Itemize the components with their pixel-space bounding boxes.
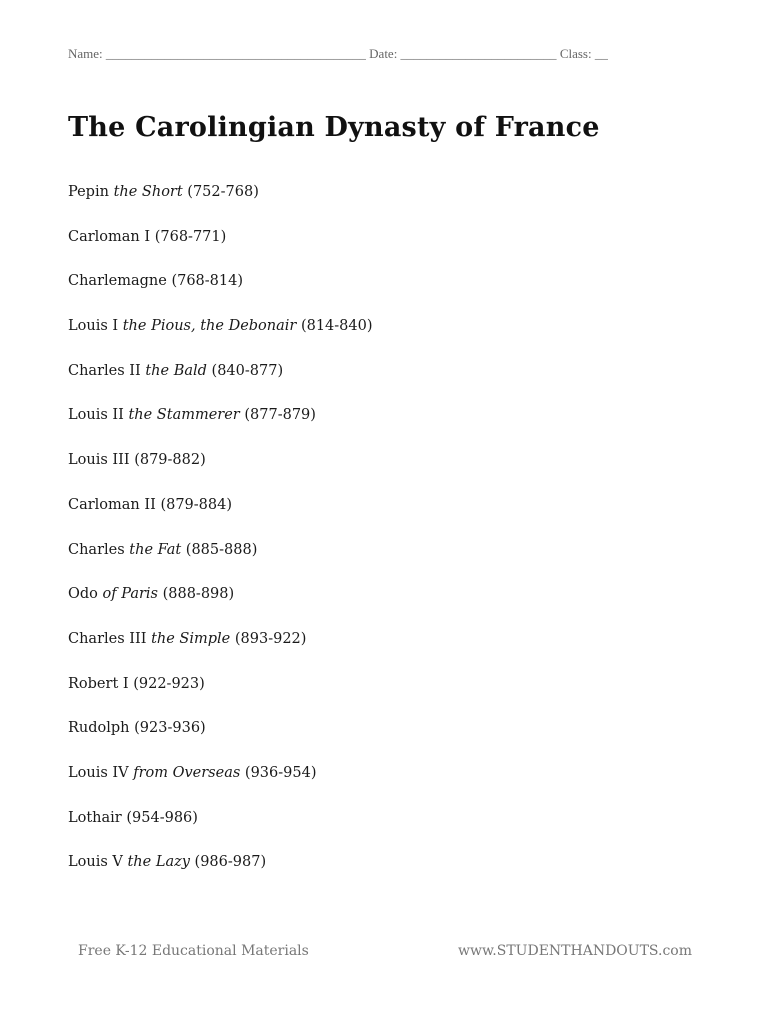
ruler-name: Louis IV [68, 764, 129, 781]
ruler-name: Charles II [68, 362, 141, 379]
ruler-reign-years: (768-814) [171, 273, 244, 290]
ruler-reign-years: (923-936) [134, 720, 206, 737]
ruler-item [68, 495, 373, 540]
ruler-list [68, 182, 373, 897]
ruler-item [68, 584, 373, 629]
ruler-epithet: of Paris [102, 586, 158, 603]
ruler-item [68, 763, 373, 808]
name-field-label: Name: ________________________________________ [68, 46, 366, 61]
ruler-name: Odo [68, 586, 98, 603]
ruler-epithet: from Overseas [133, 764, 241, 781]
footer-website: www.STUDENTHANDOUTS.com [458, 943, 692, 959]
ruler-name: Louis II [68, 407, 124, 424]
ruler-reign-years: (752-768) [187, 184, 259, 200]
ruler-item [68, 271, 373, 316]
ruler-reign-years: (954-986) [126, 809, 198, 826]
ruler-reign-years: (840-877) [211, 362, 284, 379]
ruler-name: Louis V [68, 854, 123, 871]
ruler-item [68, 316, 373, 361]
date-field-label: Date: ________________________ [369, 46, 557, 61]
ruler-reign-years: (986-987) [194, 854, 267, 871]
ruler-item [68, 405, 373, 450]
ruler-item [68, 540, 373, 585]
ruler-reign-years: (922-923) [133, 675, 205, 692]
ruler-epithet: the Fat [129, 541, 182, 558]
ruler-item [68, 182, 373, 227]
ruler-reign-years: (877-879) [244, 407, 316, 424]
ruler-name: Charles [68, 541, 125, 558]
ruler-reign-years: (893-922) [234, 630, 307, 647]
footer-source: Free K-12 Educational Materials [78, 943, 309, 959]
ruler-reign-years: (879-884) [160, 496, 233, 513]
ruler-item [68, 718, 373, 763]
ruler-name: Louis I [68, 318, 119, 335]
ruler-epithet: the Simple [151, 630, 231, 647]
ruler-name: Pepin [68, 184, 109, 200]
class-field-label: Class: __ [559, 46, 608, 61]
ruler-reign-years: (768-771) [154, 228, 227, 245]
ruler-epithet: the Stammerer [128, 407, 240, 424]
ruler-item [68, 450, 373, 495]
ruler-epithet: the Short [113, 184, 183, 200]
ruler-reign-years: (885-888) [185, 541, 258, 558]
ruler-reign-years: (814-840) [300, 318, 373, 335]
ruler-name: Charlemagne [68, 273, 167, 290]
ruler-name: Louis III [68, 452, 130, 469]
ruler-name: Lothair [68, 809, 122, 826]
ruler-reign-years: (936-954) [244, 764, 317, 781]
ruler-item [68, 674, 373, 719]
ruler-epithet: the Lazy [127, 854, 190, 871]
ruler-item [68, 227, 373, 272]
ruler-name: Carloman I [68, 228, 151, 245]
ruler-name: Carloman II [68, 496, 156, 513]
page-title: The Carolingian Dynasty of France [68, 112, 600, 143]
ruler-item [68, 361, 373, 406]
ruler-reign-years: (888-898) [162, 586, 235, 603]
ruler-item [68, 629, 373, 674]
ruler-name: Robert I [68, 675, 129, 692]
ruler-item [68, 808, 373, 853]
ruler-epithet: the Bald [145, 362, 207, 379]
worksheet-header [68, 46, 708, 62]
ruler-epithet: the Pious, the Debonair [122, 318, 297, 335]
ruler-reign-years: (879-882) [134, 452, 206, 469]
ruler-name: Charles III [68, 630, 147, 647]
ruler-name: Rudolph [68, 720, 130, 737]
ruler-item [68, 852, 373, 897]
